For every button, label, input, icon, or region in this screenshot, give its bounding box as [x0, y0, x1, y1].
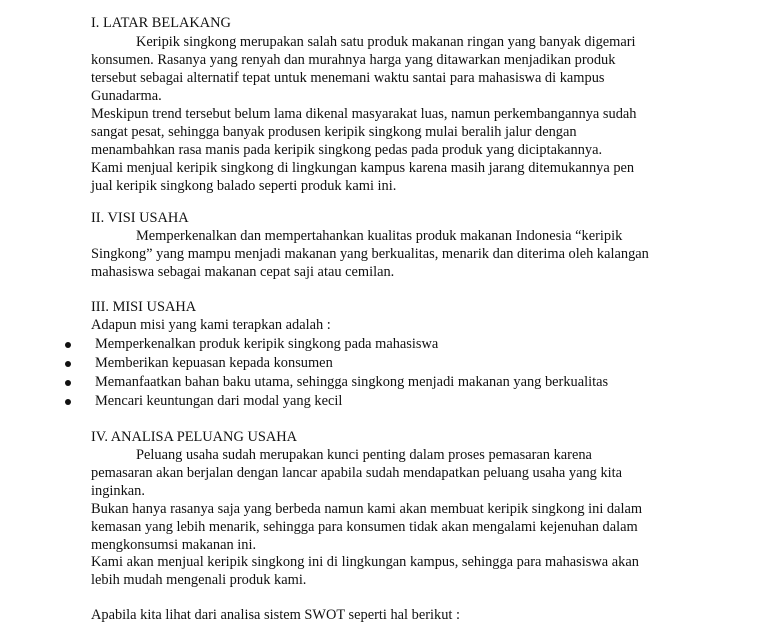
paragraph-line: inginkan.: [91, 483, 145, 499]
list-intro: Adapun misi yang kami terapkan adalah :: [91, 317, 331, 333]
paragraph-line: mahasiswa sebagai makanan cepat saji atau cemilan.: [91, 264, 395, 280]
paragraph-line: Kami menjual keripik singkong di lingkungan kampus karena masih jarang ditemukannya pen: [91, 160, 635, 176]
paragraph-line: kemasan yang lebih menarik, sehingga para konsumen tidak akan mengalami kejenuhan dalam: [91, 519, 638, 535]
paragraph-line: sangat pesat, sehingga banyak produsen keripik singkong mulai beralih jalur dengan: [91, 124, 577, 140]
list-item: Memperkenalkan produk keripik singkong pada mahasiswa: [95, 336, 439, 352]
list-item: Memberikan kepuasan kepada konsumen: [95, 355, 333, 371]
list-item: Memanfaatkan bahan baku utama, sehingga singkong menjadi makanan yang berkualitas: [95, 374, 609, 390]
paragraph-line: Kami akan menjual keripik singkong ini di lingkungan kampus, sehingga para mahasiswa akan: [91, 554, 639, 570]
paragraph-line: konsumen. Rasanya yang renyah dan murahnya harga yang ditawarkan menjadikan produk: [91, 52, 616, 68]
paragraph-line: lebih mudah mengenali produk kami.: [91, 572, 307, 588]
bullet-icon: [65, 342, 71, 348]
paragraph-line: Keripik singkong merupakan salah satu produk makanan ringan yang banyak digemari: [136, 34, 636, 50]
heading-misi-usaha: III. MISI USAHA: [91, 299, 197, 315]
paragraph-line: mengkonsumsi makanan ini.: [91, 537, 257, 553]
bullet-icon: [65, 361, 71, 367]
heading-latar-belakang: I. LATAR BELAKANG: [91, 15, 231, 31]
bullet-icon: [65, 399, 71, 405]
bullet-icon: [65, 380, 71, 386]
paragraph-line: pemasaran akan berjalan dengan lancar apabila sudah mendapatkan peluang usaha yang kita: [91, 465, 623, 481]
paragraph-line: Bukan hanya rasanya saja yang berbeda namun kami akan membuat keripik singkong ini dalam: [91, 501, 643, 517]
paragraph-line: menambahkan rasa manis pada keripik singkong pedas pada produk yang diciptakannya.: [91, 142, 603, 158]
paragraph-line: Memperkenalkan dan mempertahankan kualitas produk makanan Indonesia “keripik: [136, 228, 623, 244]
paragraph-line: tersebut sebagai alternatif tepat untuk menemani waktu santai para mahasiswa di kampus: [91, 70, 605, 86]
heading-analisa-peluang-usaha: IV. ANALISA PELUANG USAHA: [91, 429, 298, 445]
paragraph-line: Peluang usaha sudah merupakan kunci penting dalam proses pemasaran karena: [136, 447, 592, 463]
heading-visi-usaha: II. VISI USAHA: [91, 210, 189, 226]
paragraph-line: jual keripik singkong balado seperti produk kami ini.: [91, 178, 397, 194]
paragraph-line: Meskipun trend tersebut belum lama dikenal masyarakat luas, namun perkembangannya sudah: [91, 106, 637, 122]
closing-line: Apabila kita lihat dari analisa sistem SWOT seperti hal berikut :: [91, 607, 460, 623]
paragraph-line: Singkong” yang mampu menjadi makanan yang berkualitas, menarik dan diterima oleh kalangan: [91, 246, 649, 262]
paragraph-line: Gunadarma.: [91, 88, 162, 104]
list-item: Mencari keuntungan dari modal yang kecil: [95, 393, 343, 409]
